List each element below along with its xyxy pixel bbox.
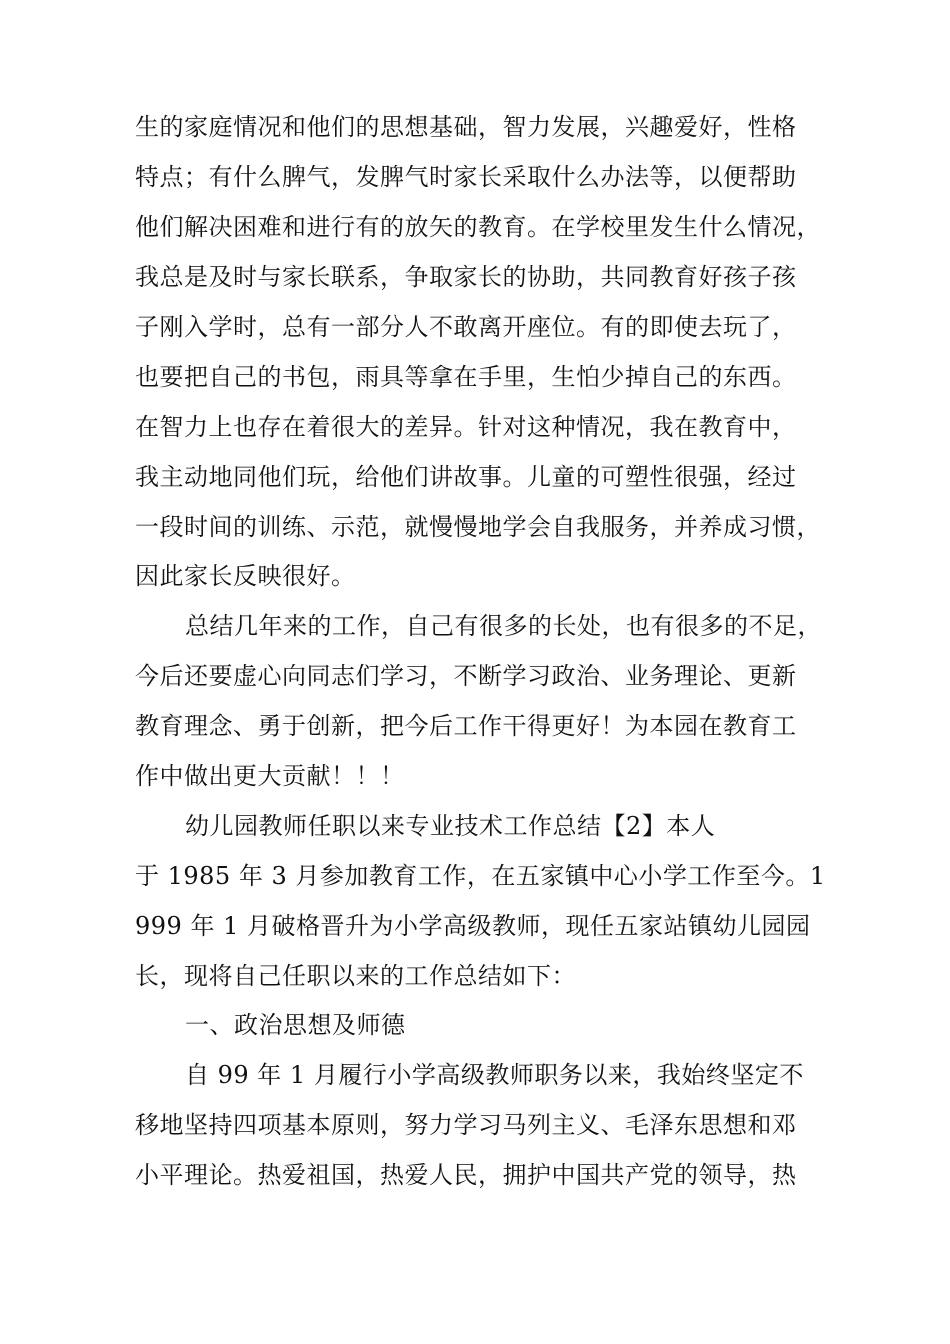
subsection-heading: 一、政治思想及师德 [185,1011,406,1039]
section-heading-line: 幼儿园教师任职以来专业技术工作总结【2】本人 [185,812,716,840]
text-line: 我主动地同他们玩，给他们讲故事。儿童的可塑性很强，经过 [135,463,797,491]
text-line: 我总是及时与家长联系，争取家长的协助，共同教育好孩子孩 [135,263,797,291]
text-line: 在智力上也存在着很大的差异。针对这种情况，我在教育中， [135,413,797,441]
paragraph-first-line: 自 99 年 1 月履行小学高级教师职务以来，我始终坚定不 [185,1061,804,1089]
text-line: 一段时间的训练、示范，就慢慢地学会自我服务，并养成习惯， [135,513,821,541]
text-line: 生的家庭情况和他们的思想基础，智力发展，兴趣爱好，性格 [135,113,797,141]
text-line: 作中做出更大贡献！！！ [135,762,405,790]
text-line: 于 1985 年 3 月参加教育工作，在五家镇中心小学工作至今。1 [135,862,826,890]
paragraph-first-line: 总结几年来的工作，自己有很多的长处，也有很多的不足， [185,612,822,640]
text-line: 因此家长反映很好。 [135,562,356,590]
text-line: 小平理论。热爱祖国，热爱人民，拥护中国共产党的领导，热 [135,1161,797,1189]
text-line: 他们解决困难和进行有的放矢的教育。在学校里发生什么情况， [135,213,821,241]
text-line: 也要把自己的书包，雨具等拿在手里，生怕少掉自己的东西。 [135,363,797,391]
text-line: 999 年 1 月破格晋升为小学高级教师，现任五家站镇幼儿园园 [135,912,811,940]
text-line: 今后还要虚心向同志们学习，不断学习政治、业务理论、更新 [135,662,797,690]
text-line: 教育理念、勇于创新，把今后工作干得更好！为本园在教育工 [135,712,797,740]
text-line: 特点；有什么脾气，发脾气时家长采取什么办法等，以便帮助 [135,163,797,191]
text-line: 子刚入学时，总有一部分人不敢离开座位。有的即使去玩了， [135,313,797,341]
text-line: 移地坚持四项基本原则，努力学习马列主义、毛泽东思想和邓 [135,1111,797,1139]
text-line: 长，现将自己任职以来的工作总结如下： [135,962,576,990]
